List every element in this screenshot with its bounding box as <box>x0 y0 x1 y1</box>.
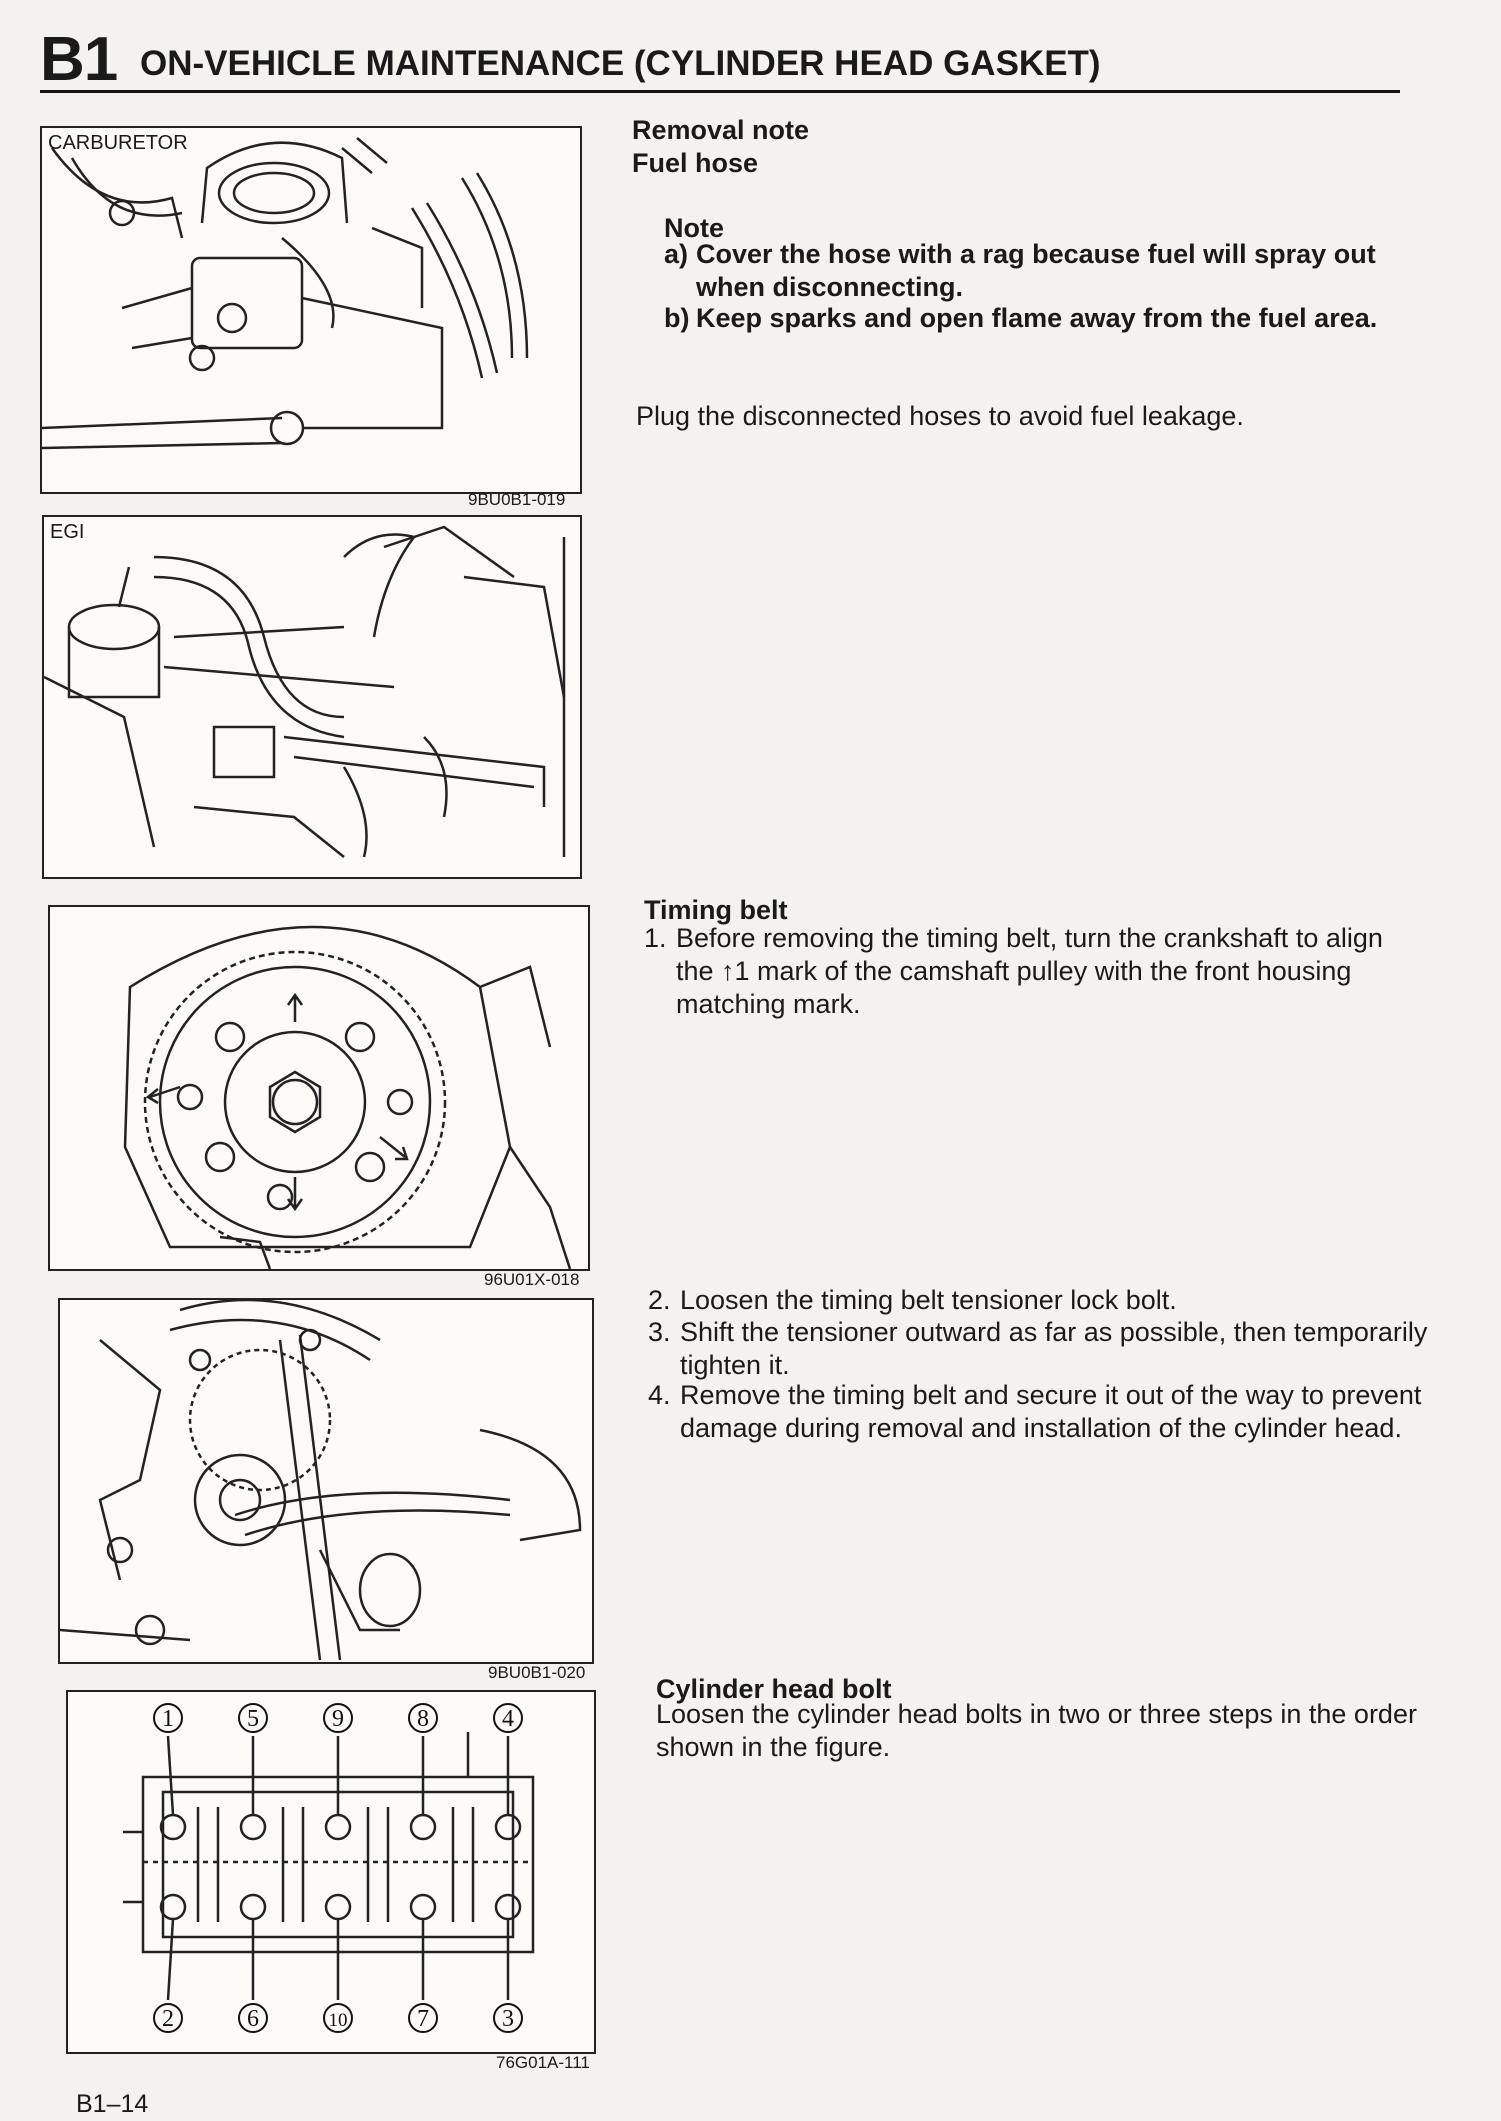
note-text: Cover the hose with a rag because fuel will spray out when disconnecting. <box>696 239 1376 302</box>
cylinder-head-bolt-heading: Cylinder head bolt <box>656 1674 892 1704</box>
cylinder-head-drawing <box>68 1692 594 2052</box>
bolt-number: 10 <box>328 2010 348 2031</box>
step-text: Remove the timing belt and secure it out of the way to prevent damage during removal and installation of the cylinder head. <box>680 1380 1422 1443</box>
carburetor-drawing <box>42 128 580 492</box>
section-code: B1 <box>40 25 118 94</box>
figure-label: CARBURETOR <box>48 132 188 154</box>
step-number: 4. <box>648 1380 671 1410</box>
figure-egi <box>42 515 582 879</box>
page-title: ON-VEHICLE MAINTENANCE (CYLINDER HEAD GASKET) <box>140 44 1101 83</box>
note-marker: a) <box>664 239 689 269</box>
fuel-hose-heading: Fuel hose <box>632 148 759 178</box>
bolt-number: 1 <box>162 1706 174 1732</box>
step-text: Shift the tensioner outward as far as possible, then temporarily tighten it. <box>680 1317 1428 1380</box>
cylinder-head-bolt-text: Loosen the cylinder head bolts in two or three steps in the order shown in the figure. <box>656 1699 1417 1762</box>
step-number: 2. <box>648 1285 671 1315</box>
bolt-number: 7 <box>417 2006 429 2032</box>
egi-drawing <box>44 517 580 877</box>
note-title: Note <box>664 213 724 243</box>
figure-label: EGI <box>50 521 85 543</box>
bolt-number: 3 <box>502 2006 514 2032</box>
note-marker: b) <box>664 303 690 333</box>
removal-note-heading: Removal note <box>632 115 810 145</box>
bolt-number: 2 <box>162 2006 174 2032</box>
page-header <box>40 25 1400 94</box>
figure-cylinder-head-bolts <box>66 1690 596 2054</box>
figure-code: 9BU0B1-019 <box>468 490 566 509</box>
bolt-number: 9 <box>332 1706 344 1732</box>
bolt-number: 5 <box>247 1706 259 1732</box>
step-number: 3. <box>648 1317 671 1347</box>
step-text: Before removing the timing belt, turn the crankshaft to align the ↑1 mark of the camshaft pulley with the front housing matching mark. <box>676 923 1383 1019</box>
tensioner-drawing <box>60 1300 592 1662</box>
figure-code: 96U01X-018 <box>484 1270 580 1289</box>
figure-carburetor <box>40 126 582 494</box>
step-number: 1. <box>644 923 667 953</box>
bolt-number: 8 <box>417 1706 429 1732</box>
bolt-number: 6 <box>247 2006 259 2032</box>
figure-tensioner <box>58 1298 594 1664</box>
figure-code: 9BU0B1-020 <box>488 1663 586 1682</box>
camshaft-pulley-drawing <box>50 907 588 1269</box>
figure-code: 76G01A-111 <box>496 2053 590 2072</box>
plug-hoses-text: Plug the disconnected hoses to avoid fuel leakage. <box>636 401 1244 431</box>
timing-belt-heading: Timing belt <box>644 895 788 925</box>
note-text: Keep sparks and open flame away from the fuel area. <box>696 303 1378 333</box>
bolt-number: 4 <box>502 1706 514 1732</box>
page-number: B1–14 <box>76 2090 149 2118</box>
step-text: Loosen the timing belt tensioner lock bolt. <box>680 1285 1177 1315</box>
figure-camshaft-pulley <box>48 905 590 1271</box>
